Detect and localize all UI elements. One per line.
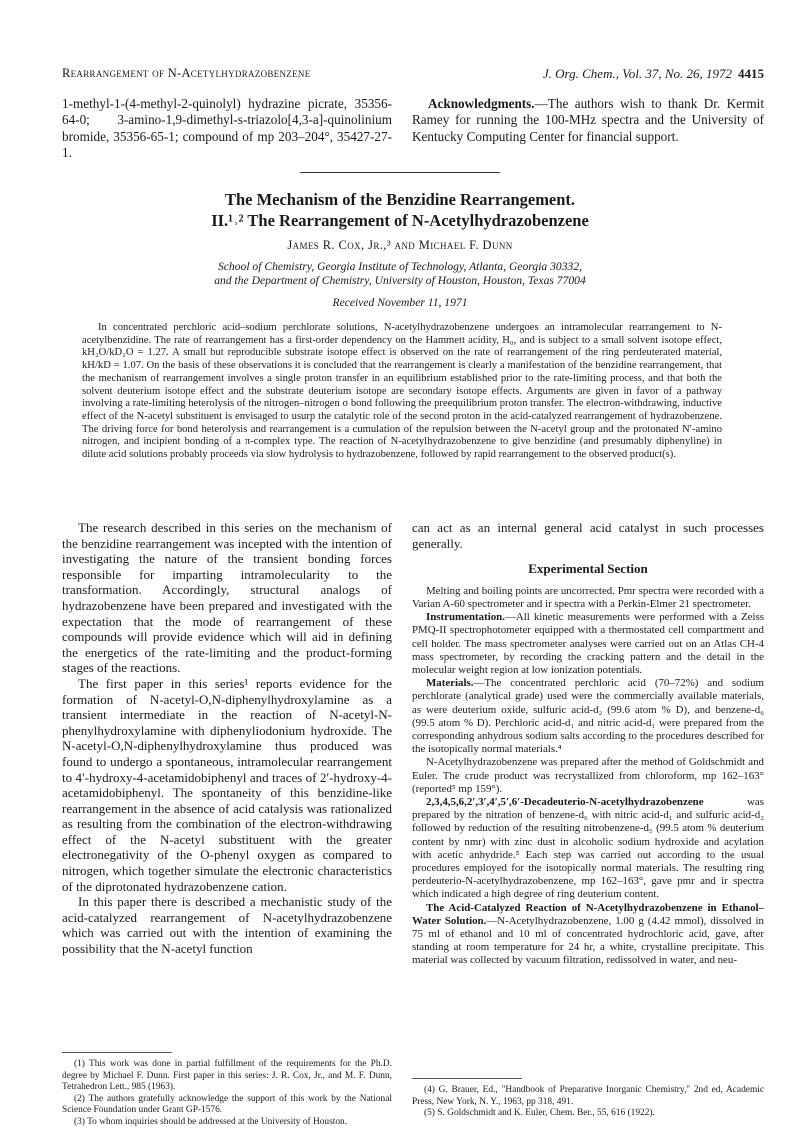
journal-citation: J. Org. Chem., Vol. 37, No. 26, 1972 4415 bbox=[542, 66, 764, 81]
footnote-rule bbox=[62, 1052, 172, 1053]
acknowledgments: Acknowledgments.—The authors wish to thank Dr. Kermit Ramey for running the 100-MHz spectra and the University of Kentucky Computing Center for financial support. bbox=[412, 96, 764, 144]
footnotes-right bbox=[412, 1078, 764, 1120]
affiliation: School of Chemistry, Georgia Institute of Technology, Atlanta, Georgia 30332, and the Department of Chemistry, University of Houston, Houston, Texas 77004 bbox=[214, 260, 586, 287]
received-date: Received November 11, 1971 bbox=[332, 296, 468, 309]
footnotes-left bbox=[62, 1052, 392, 1128]
section-heading-experimental: Experimental Section bbox=[528, 561, 648, 577]
materials-paragraph: Materials.—The concentrated perchloric acid (70–72%) and sodium perchlorate (analytical grade) used were the commercially available materials, as were deuterium oxide, sulfuric acid-d₂ (99.6 atom % D), and benzene-d₆ (99.5 atom % D). Perchloric acid-d₁ and nitric acid-d₁ were prepared from the corresponding anhydrous sodium salts according to the procedures described for the isotopically normal materials.⁴ bbox=[412, 677, 764, 756]
running-title: Rearrangement of N-Acetylhydrazobenzene bbox=[62, 66, 311, 80]
abstract: In concentrated perchloric acid–sodium perchlorate solutions, N-acetylhydrazobenzene undergoes an intramolecular rearrangement to N-acetylbenzidine. The rate of rearrangement has a first-order dependency on the Hammett acidity, H₀, and is subject to a small solvent isotope effect, kH₂O/kD₂O = 1.27. A small but reproducible substrate isotope effect is observed on the rate of rearrangement of the ring perdeuterated material, kH/kD = 1.07. On the basis of these observations it is concluded that the rearrangement is clearly a manifestation of the benzidine rearrangement, that the mechanism of rearrangement involves a single proton transfer in an equilibrium established prior to the rate-limiting process, and that both the solvent deuterium isotope effect and the substrate deuterium isotope are secondary isotope effects. Arguments are given in favor of a pathway involving a rate-limiting heterolysis of the nitrogen–nitrogen σ bond following the preequilibrium proton transfer. The electron-withdrawing, inductive effect of the N-acetyl substituent is envisaged to usurp the catalytic role of the second proton in the acid-catalyzed rearrangement of hydrazobenzene. The driving force for bond heterolysis and rearrangement is a cumulation of the repulsion between the N-acetyl group and the protonated N′-amino nitrogen, and incipient bonding of a π-complex type. The reaction of N-acetylhydrazobenzene to give benzidine (and presumably diphenyline) in dilute acid solutions probably proceeds via slow hydrolysis to hydrazobenzene, followed by rapid rearrangement to the observed product(s). bbox=[82, 322, 722, 461]
footnote-5: (5) S. Goldschmidt and K. Euler, Chem. Ber., 55, 616 (1922). bbox=[424, 1108, 655, 1118]
footnote-1: (1) This work was done in partial fulfillment of the requirements for the Ph.D. degree by Michael F. Dunn. First paper in this series: J. R. Cox, Jr., and M. F. Dunn, Tetrahedron Lett., 985 (1963). bbox=[62, 1059, 392, 1092]
previous-article-tail: 1-methyl-1-(4-methyl-2-quinolyl) hydrazine picrate, 35356-64-0; 3-amino-1,9-dimethyl-s-triazolo[4,3-a]-quinolinium bromide, 35356-65-1; compound of mp 203–204°, 35427-27-1. bbox=[62, 96, 392, 161]
article-title: The Mechanism of the Benzidine Rearrangement. II.¹˒² The Rearrangement of N-Acetylhydrazobenzene bbox=[211, 190, 589, 230]
footnote-4: (4) G. Brauer, Ed., "Handbook of Preparative Inorganic Chemistry," 2nd ed, Academic Press, New York, N. Y., 1963, pp 318, 491. bbox=[412, 1085, 764, 1107]
intro-paragraph-2: The first paper in this series¹ reports evidence for the formation of N-acetyl-O,N-diphenylhydroxylamine as a transient intermediate in the reaction of N-acetyl-N-phenylhydroxylamine with diphenyliodonium hydroxide. The N-acetyl-O,N-diphenylhydroxylamine thus produced was found to undergo a spontaneous, intramolecular rearrangement to 4′-hydroxy-4-acetamidobiphenyl and traces of 2′-hydroxy-4-acetamidobiphenyl. The spontaneity of this benzidine-like rearrangement in the absence of acid catalysis was rationalized as resulting from the combination of the electron-withdrawing effect of the N-acetyl substituent with the greater electronegativity of the O-phenyl oxygen as compared to nitrogen, which together simulate the electronic characteristics of the diprotonated hydrazobenzene cation. bbox=[62, 675, 392, 894]
decadeuterio-paragraph: 2,3,4,5,6,2′,3′,4′,5′,6′-Decadeuterio-N-acetylhydrazobenzene was prepared by the nitration of benzene-d₆ with nitric acid-d₁ and sulfuric acid-d₂ followed by reduction of the resulting nitrobenzene-d₅ (99.5 atom % deuterium content by nmr) with zinc dust in alcoholic sodium hydroxide and acylation with acetic anhydride.⁵ Each step was carried out according to the usual procedures employed for the isotopically normal materials. The resulting ring perdeuterio-N-acetylhydrazobenzene, mp 162–163°, gave pmr and ir spectra which indicated a high degree of ring deuterium content. bbox=[412, 796, 764, 901]
right-column bbox=[412, 520, 764, 968]
footnote-3: (3) To whom inquiries should be addressed at the University of Houston. bbox=[74, 1116, 348, 1127]
continuation-text: can act as an internal general acid catalyst in such processes generally. bbox=[412, 520, 764, 551]
page-number: 4415 bbox=[738, 66, 764, 81]
footnote-2: (2) The authors gratefully acknowledge the support of this work by the National Science Foundation under Grant GP-1576. bbox=[62, 1093, 392, 1115]
instrumentation-paragraph: Instrumentation.—All kinetic measurements were performed with a Zeiss PMQ-II spectrophotometer equipped with a thermostated cell compartment and cell holder. The mass spectrometer analyses were carried out on an Atlas CH-4 mass spectrometer, by recording the cracking pattern and the detail in the molecular weight region at low ionization potentials. bbox=[412, 611, 764, 676]
nacetyl-paragraph: N-Acetylhydrazobenzene was prepared after the method of Goldschmidt and Euler. The crude product was recrystallized from chloroform, mp 162–163° (reported⁵ mp 159°). bbox=[412, 756, 764, 795]
article-divider bbox=[300, 172, 500, 173]
intro-paragraph-1: The research described in this series on the mechanism of the benzidine rearrangement was incepted with the intention of investigating the nature of the transient bonding forces responsible for imparting intramolecularity to the transformation. Accordingly, structural analogs of hydrazobenzene have been prepared and investigated with the expectation that the mode of rearrangement of these compounds will provide evidence which will aid in defining the energetics of the rate-limiting and the product-forming stages of the reactions. bbox=[62, 520, 392, 676]
authors: James R. Cox, Jr.,³ and Michael F. Dunn bbox=[287, 238, 513, 252]
footnote-rule bbox=[412, 1078, 522, 1079]
acid-reaction-paragraph: The Acid-Catalyzed Reaction of N-Acetylhydrazobenzene in Ethanol–Water Solution.—N-Acetylhydrazobenzene, 1.00 g (4.42 mmol), dissolved in 75 ml of ethanol and 10 ml of concentrated hydrochloric acid, gave, after standing at room temperature for 24 hr, a white, crystalline precipitate. This material was collected by vacuum filtration, redissolved in water, and neu- bbox=[412, 901, 764, 967]
left-column bbox=[62, 520, 392, 957]
experimental-intro: Melting and boiling points are uncorrected. Pmr spectra were recorded with a Varian A-60 spectrometer and ir spectra with a Perkin-Elmer 21 spectrometer. bbox=[412, 584, 764, 610]
intro-paragraph-3: In this paper there is described a mechanistic study of the acid-catalyzed rearrangement of N-acetylhydrazobenzene which was carried out with the intention of examining the possibility that the N-acetyl function bbox=[62, 894, 392, 957]
